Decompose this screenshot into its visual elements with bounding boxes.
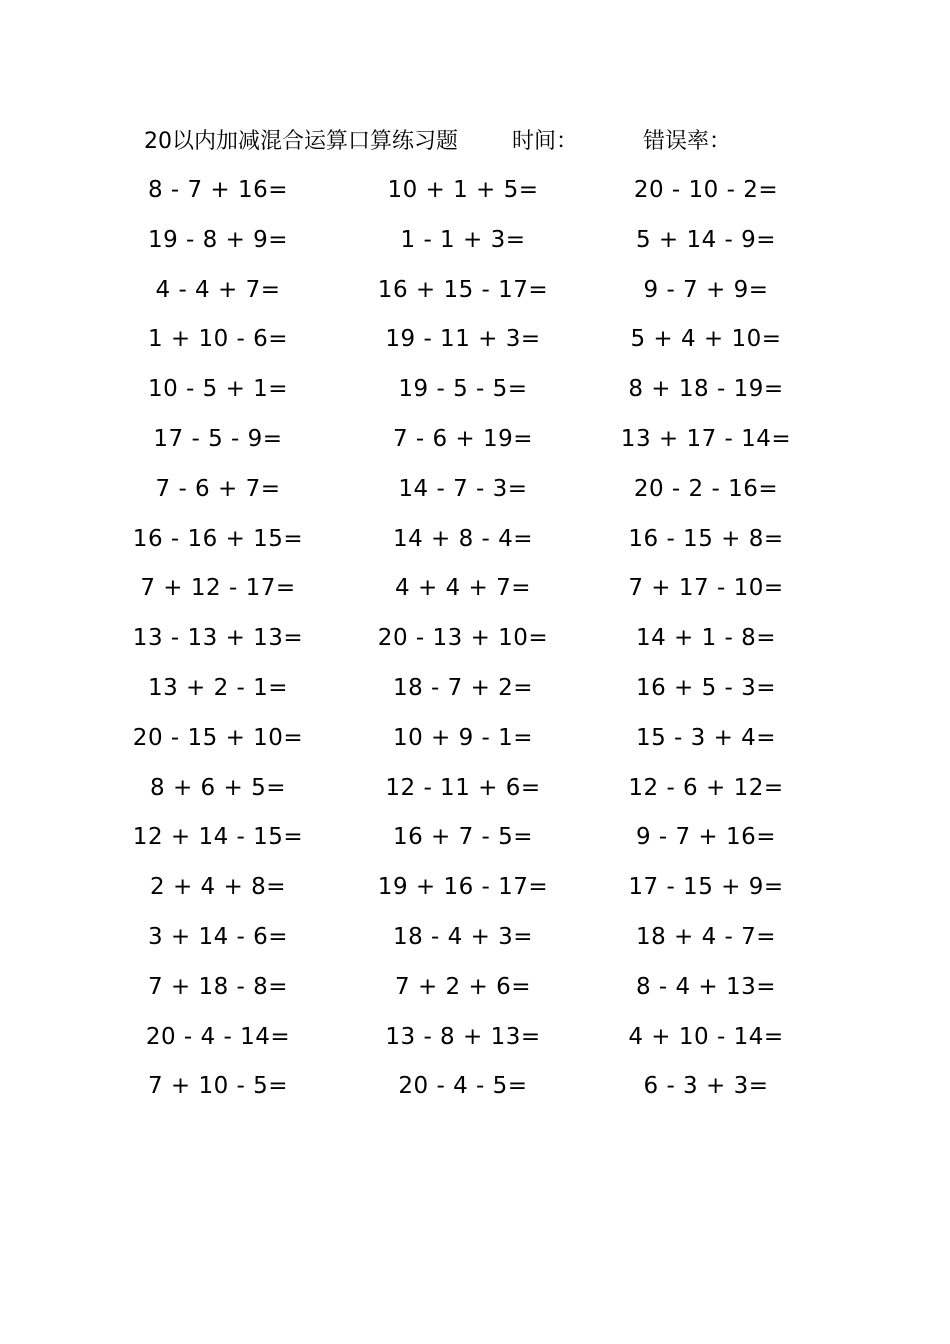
problem-row	[0, 620, 950, 670]
problem-text: 5 + 4 + 10=	[630, 326, 782, 353]
problem-row	[0, 222, 950, 272]
problem-text: 7 + 18 - 8=	[147, 973, 289, 1000]
problem-text: 1 + 10 - 6=	[147, 326, 289, 353]
problem-row	[0, 1068, 950, 1118]
problem-text: 10 + 1 + 5=	[387, 177, 539, 203]
problem-text: 7 + 2 + 6=	[395, 973, 531, 1000]
problem-text: 8 - 7 + 16=	[147, 177, 289, 203]
problem-row	[0, 421, 950, 471]
problem-text: 4 - 4 + 7=	[155, 276, 281, 303]
problem-text: 3 + 14 - 6=	[147, 923, 289, 950]
problem-grid	[0, 172, 950, 1118]
problem-text: 7 + 12 - 17=	[140, 575, 296, 602]
problem-row	[0, 770, 950, 820]
problem-text: 13 + 17 - 14=	[620, 425, 792, 452]
problem-row	[0, 819, 950, 869]
problem-text: 10 - 5 + 1=	[147, 376, 289, 403]
problem-text: 13 + 2 - 1=	[147, 674, 289, 701]
problem-text: 14 + 1 - 8=	[635, 625, 777, 652]
problem-row	[0, 919, 950, 969]
problem-text: 19 - 11 + 3=	[385, 326, 541, 353]
problem-text: 17 - 5 - 9=	[153, 425, 283, 452]
problem-text: 19 + 16 - 17=	[377, 874, 549, 901]
problem-text: 12 - 6 + 12=	[628, 774, 784, 801]
problem-text: 14 + 8 - 4=	[392, 525, 534, 552]
problem-text: 19 - 5 - 5=	[398, 376, 528, 403]
problem-text: 9 - 7 + 9=	[643, 276, 769, 303]
problem-row	[0, 1019, 950, 1069]
problem-text: 20 - 13 + 10=	[377, 625, 549, 652]
problem-text: 10 + 9 - 1=	[392, 724, 534, 751]
worksheet-title: 20以内加减混合运算口算练习题	[144, 129, 458, 154]
problem-text: 18 - 4 + 3=	[392, 923, 534, 950]
problem-row	[0, 371, 950, 421]
problem-text: 6 - 3 + 3=	[643, 1073, 769, 1100]
problem-text: 8 + 18 - 19=	[628, 376, 784, 403]
problem-text: 7 + 10 - 5=	[147, 1073, 289, 1100]
problem-row	[0, 969, 950, 1019]
problem-text: 9 - 7 + 16=	[635, 824, 777, 851]
problem-text: 16 - 15 + 8=	[628, 525, 784, 552]
problem-text: 16 + 15 - 17=	[377, 276, 549, 303]
problem-text: 20 - 10 - 2=	[633, 177, 779, 203]
error-rate-label: 错误率：	[643, 129, 732, 154]
problem-text: 20 - 2 - 16=	[633, 475, 779, 502]
problem-row	[0, 471, 950, 521]
problem-text: 12 - 11 + 6=	[385, 774, 541, 801]
problem-text: 7 + 17 - 10=	[628, 575, 784, 602]
problem-text: 20 - 4 - 14=	[145, 1023, 291, 1050]
problem-row	[0, 321, 950, 371]
problem-row	[0, 172, 950, 222]
problem-text: 19 - 8 + 9=	[147, 226, 289, 253]
problem-text: 20 - 15 + 10=	[132, 724, 304, 751]
problem-row	[0, 670, 950, 720]
problem-text: 14 - 7 - 3=	[398, 475, 528, 502]
problem-text: 13 - 8 + 13=	[385, 1023, 541, 1050]
problem-text: 20 - 4 - 5=	[398, 1073, 528, 1100]
problem-row	[0, 272, 950, 322]
problem-text: 15 - 3 + 4=	[635, 724, 777, 751]
time-label: 时间：	[512, 129, 579, 154]
problem-text: 12 + 14 - 15=	[132, 824, 304, 851]
problem-text: 7 - 6 + 19=	[392, 425, 534, 452]
problem-text: 4 + 10 - 14=	[628, 1023, 784, 1050]
problem-text: 16 - 16 + 15=	[132, 525, 304, 552]
problem-text: 16 + 7 - 5=	[392, 824, 534, 851]
worksheet-header	[144, 124, 844, 160]
problem-row	[0, 521, 950, 571]
problem-text: 18 - 7 + 2=	[392, 674, 534, 701]
problem-row	[0, 720, 950, 770]
problem-row	[0, 570, 950, 620]
problem-text: 13 - 13 + 13=	[132, 625, 304, 652]
problem-text: 2 + 4 + 8=	[150, 874, 286, 901]
problem-text: 17 - 15 + 9=	[628, 874, 784, 901]
problem-text: 8 - 4 + 13=	[635, 973, 777, 1000]
problem-text: 1 - 1 + 3=	[400, 226, 526, 253]
problem-text: 18 + 4 - 7=	[635, 923, 777, 950]
problem-text: 7 - 6 + 7=	[155, 475, 281, 502]
problem-row	[0, 869, 950, 919]
problem-text: 8 + 6 + 5=	[150, 774, 286, 801]
problem-text: 5 + 14 - 9=	[635, 226, 777, 253]
problem-text: 4 + 4 + 7=	[395, 575, 531, 602]
problem-text: 16 + 5 - 3=	[635, 674, 777, 701]
